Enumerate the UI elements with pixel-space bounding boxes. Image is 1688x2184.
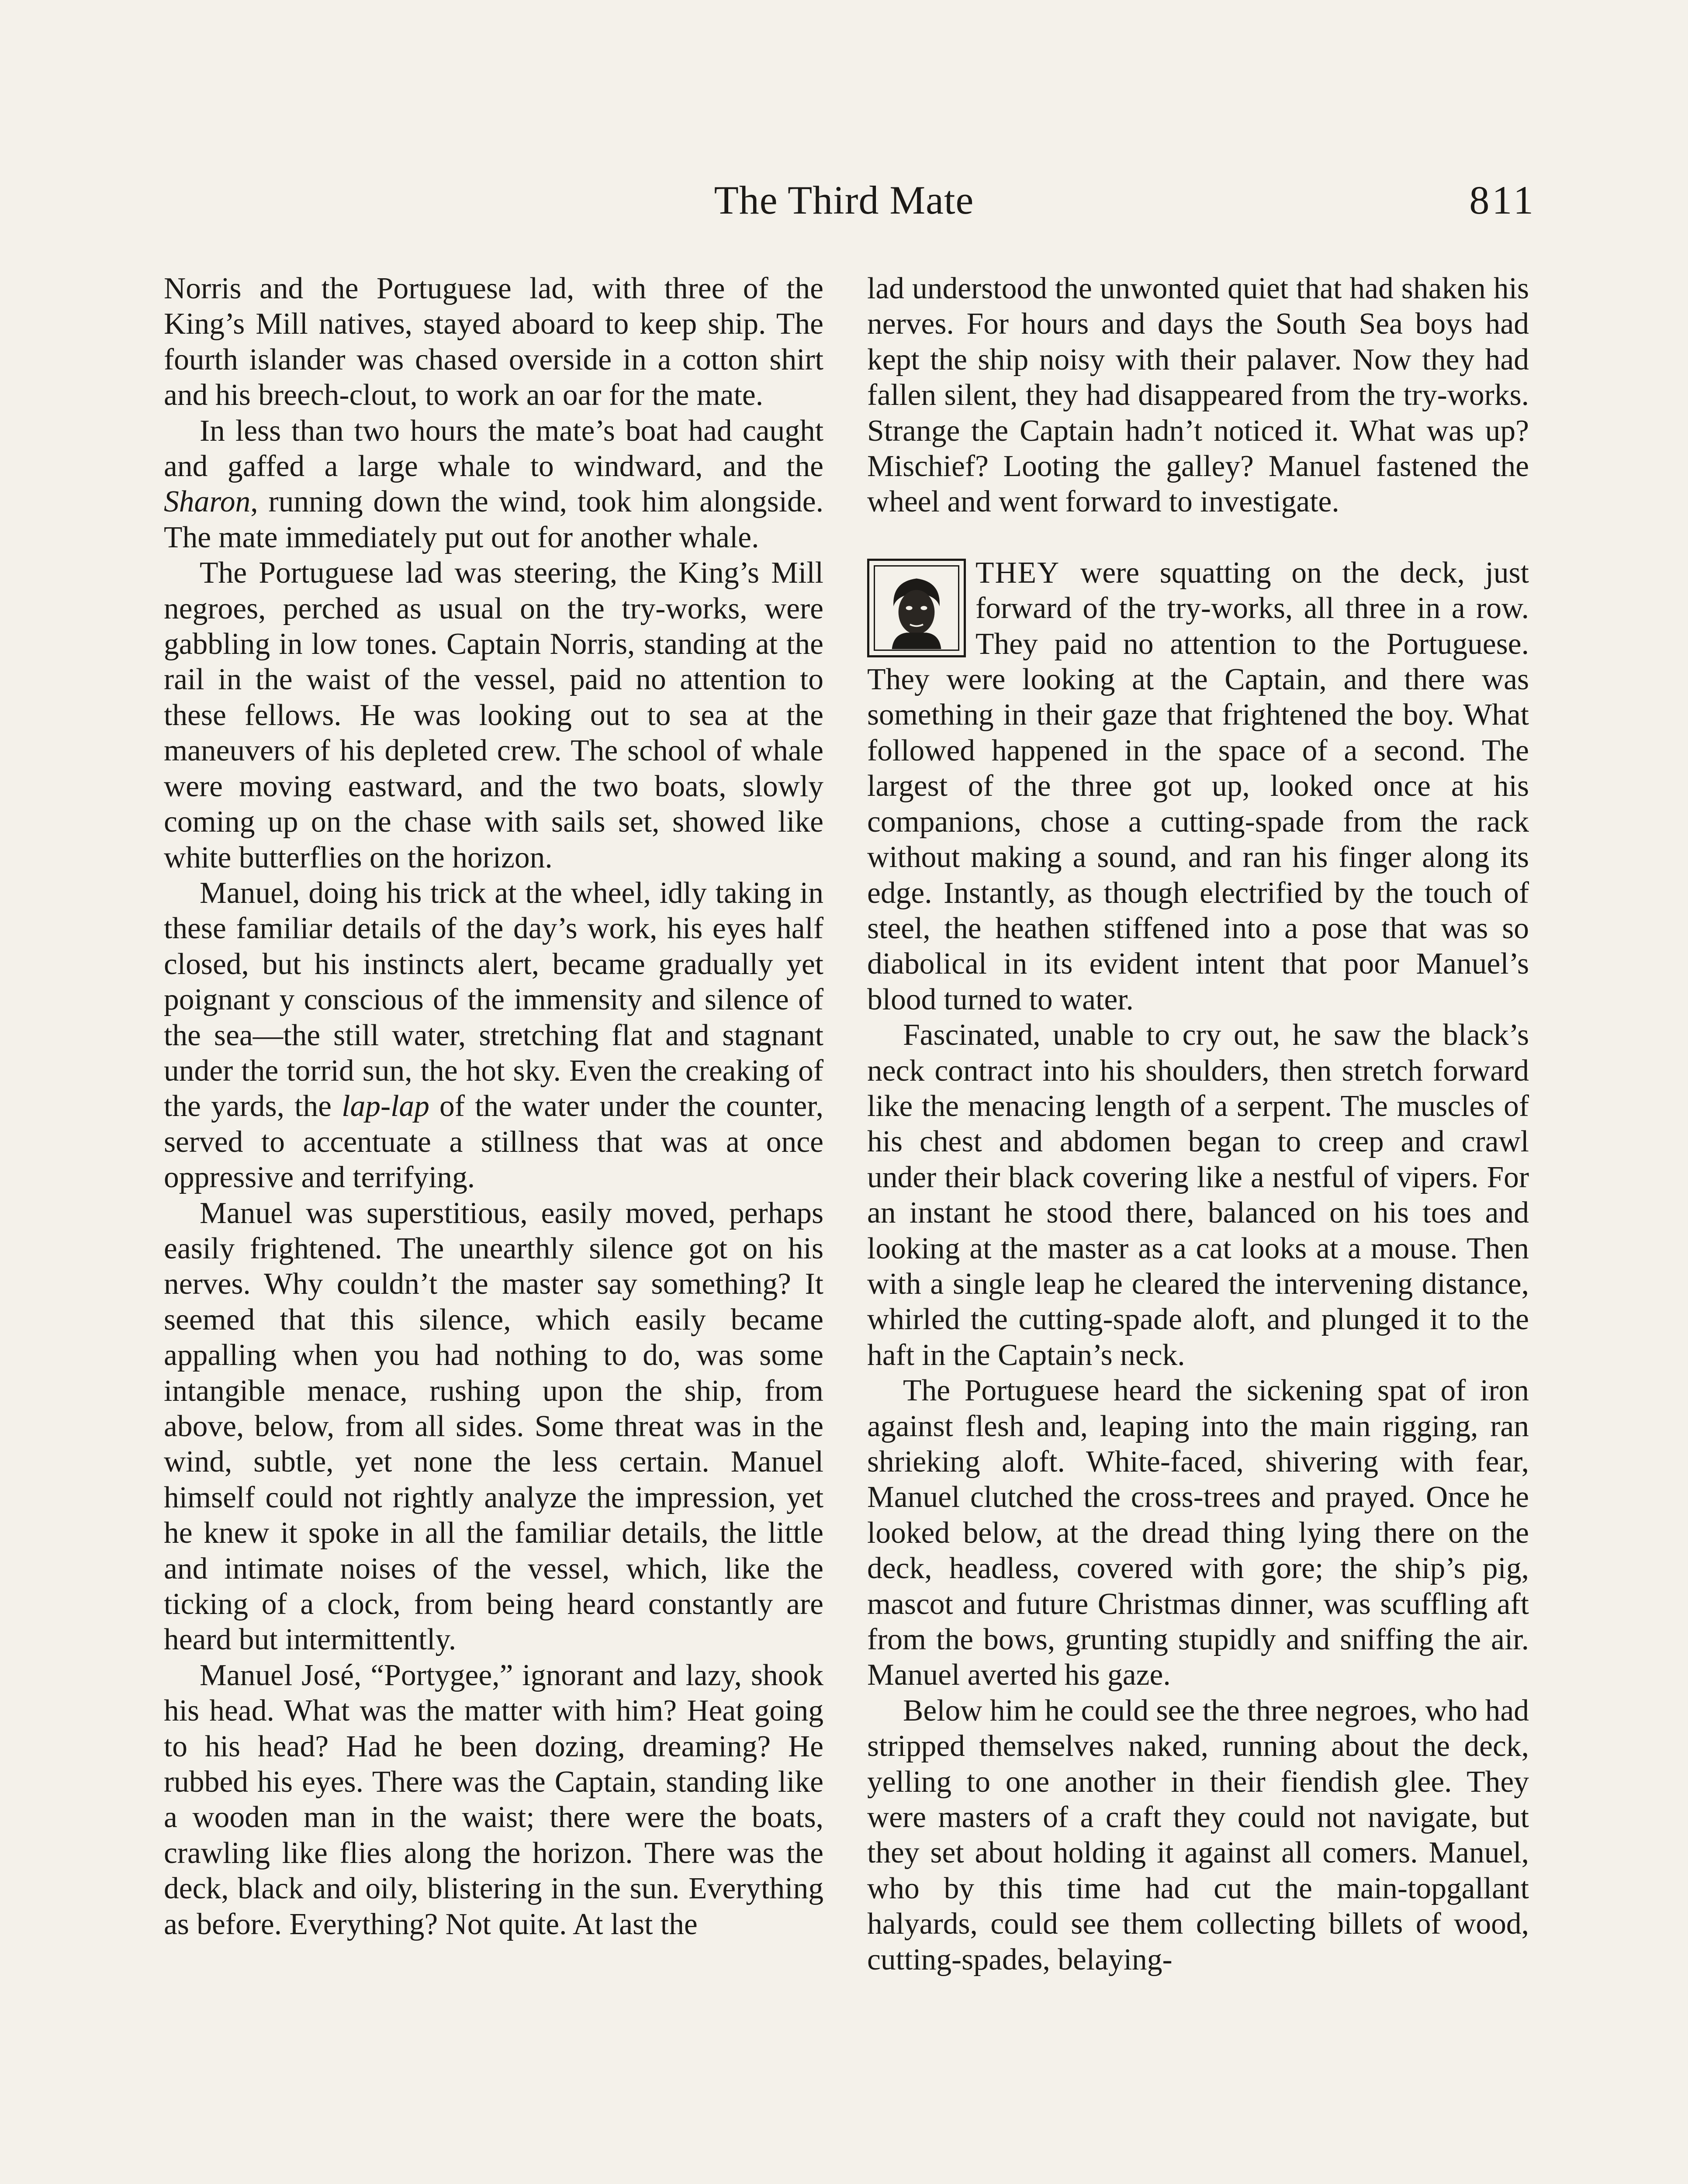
paragraph: lad understood the unwonted quiet that had shaken his nerves. For hours and days the South Sea boys had kept the ship noisy with their palaver. Now they had fallen silent, they had disappeared from the try-works. Strange the Captain hadn’t noticed it. What was up? Mischief? Looting the galley? Manuel fastened the wheel and went forward to investigate. <box>867 272 1529 519</box>
head-portrait-icon <box>875 567 958 649</box>
portrait-vignette-icon <box>867 559 966 657</box>
section-opening-paragraph <box>867 555 1529 1017</box>
opening-caps: THEY <box>975 556 1060 590</box>
text-run: were squatting on the deck, just forward of the try-works, all three in a row. They paid no attention to the Portuguese. They were looking at the Captain, and there was something in their gaze that frightened the boy. What followed happened in the space of a second. The largest of the three got up, looked once at his companions, chose a cutting-spade from the rack without making a sound, and ran his finger along its edge. Instantly, as though electrified by the touch of steel, the heathen stiffened into a pose that was so diabolical in its evident intent that poor Manuel’s blood turned to water. <box>867 556 1529 1016</box>
text-run: Manuel, doing his trick at the wheel, idly taking in these familiar details of the day’s work, his eyes half closed, but his instincts alert, became gradually yet poignant y conscious of the immensity and silence of the sea—the still water, stretching flat and stagnant under the torrid sun, the hot sky. Even the creaking of the yards, the <box>164 876 823 1123</box>
paragraph: Norris and the Portuguese lad, with three of the King’s Mill natives, stayed aboard to keep ship. The fourth islander was chased overside in a cotton shirt and his breech-clout, to work an oar for the mate. <box>164 272 823 412</box>
text-run: , running down the wind, took him alongside. The mate immediately put out for another whale. <box>164 485 823 554</box>
ship-name: Sharon <box>164 485 251 519</box>
paragraph: The Portuguese heard the sickening spat of iron against flesh and, leaping into the main rigging, ran shrieking aloft. White-faced, shivering with fear, Manuel clutched the cross-trees and prayed. Once he looked below, at the dread thing lying there on the deck, headless, covered with gore; the ship’s pig, mascot and future Christmas dinner, was scuffling aft from the bows, grunting stupidly and sniffing the air. Manuel averted his gaze. <box>867 1374 1529 1692</box>
paragraph: Manuel José, “Portygee,” ignorant and lazy, shook his head. What was the matter with him? Heat going to his head? Had he been dozing, dreaming? He rubbed his eyes. There was the Captain, standing like a wooden man in the waist; there were the boats, crawling like flies along the horizon. There was the deck, black and oily, blistering in the sun. Everything as before. Everything? Not quite. At last the <box>164 1658 823 1941</box>
text-run: of the water under the counter, served to accentuate a stillness that was at once oppressive and terrifying. <box>164 1089 823 1195</box>
paragraph: Manuel was superstitious, easily moved, perhaps easily frightened. The unearthly silence got on his nerves. Why couldn’t the master say something? It seemed that this silence, which easily became appalling when you had nothing to do, was some intangible menace, rushing upon the ship, from above, below, from all sides. Some threat was in the wind, subtle, yet none the less certain. Manuel himself could not rightly analyze the impression, yet he knew it spoke in all the familiar details, the little and intimate noises of the vessel, which, like the ticking of a clock, from being heard constantly are heard but intermittently. <box>164 1196 823 1657</box>
running-title: The Third Mate <box>714 178 974 222</box>
right-column <box>867 271 1529 1977</box>
paragraph: Below him he could see the three negroes, who had stripped themselves naked, running about the deck, yelling to one another in their fiendish glee. They were masters of a craft they could not navigate, but they set about holding it against all comers. Manuel, who by this time had cut the main-topgallant halyards, could see them collecting billets of wood, cutting-spades, belaying- <box>867 1693 1529 1977</box>
paragraph: The Portuguese lad was steering, the King’s Mill negroes, perched as usual on the try-works, were gabbling in low tones. Captain Norris, standing at the rail in the waist of the vessel, paid no attention to these fellows. He was looking out to sea at the maneuvers of his depleted crew. The school of whale were moving eastward, and the two boats, slowly coming up on the chase with sails set, showed like white butterflies on the horizon. <box>164 556 823 874</box>
left-column <box>164 271 823 1942</box>
paragraph <box>164 875 823 1196</box>
italic-phrase: lap-lap <box>342 1089 429 1123</box>
paragraph <box>164 413 823 556</box>
paragraph: Fascinated, unable to cry out, he saw the black’s neck contract into his shoulders, then stretch forward like the menacing length of a serpent. The muscles of his chest and abdomen began to creep and crawl under their black covering like a nestful of vipers. For an instant he stood there, balanced on his toes and looking at the master as a cat looks at a mouse. Then with a single leap he cleared the intervening distance, whirled the cutting-spade aloft, and plunged it to the haft in the Captain’s neck. <box>867 1018 1529 1372</box>
text-run: In less than two hours the mate’s boat had caught and gaffed a large whale to windward, and the <box>164 414 823 484</box>
page-number: 811 <box>1469 178 1536 222</box>
